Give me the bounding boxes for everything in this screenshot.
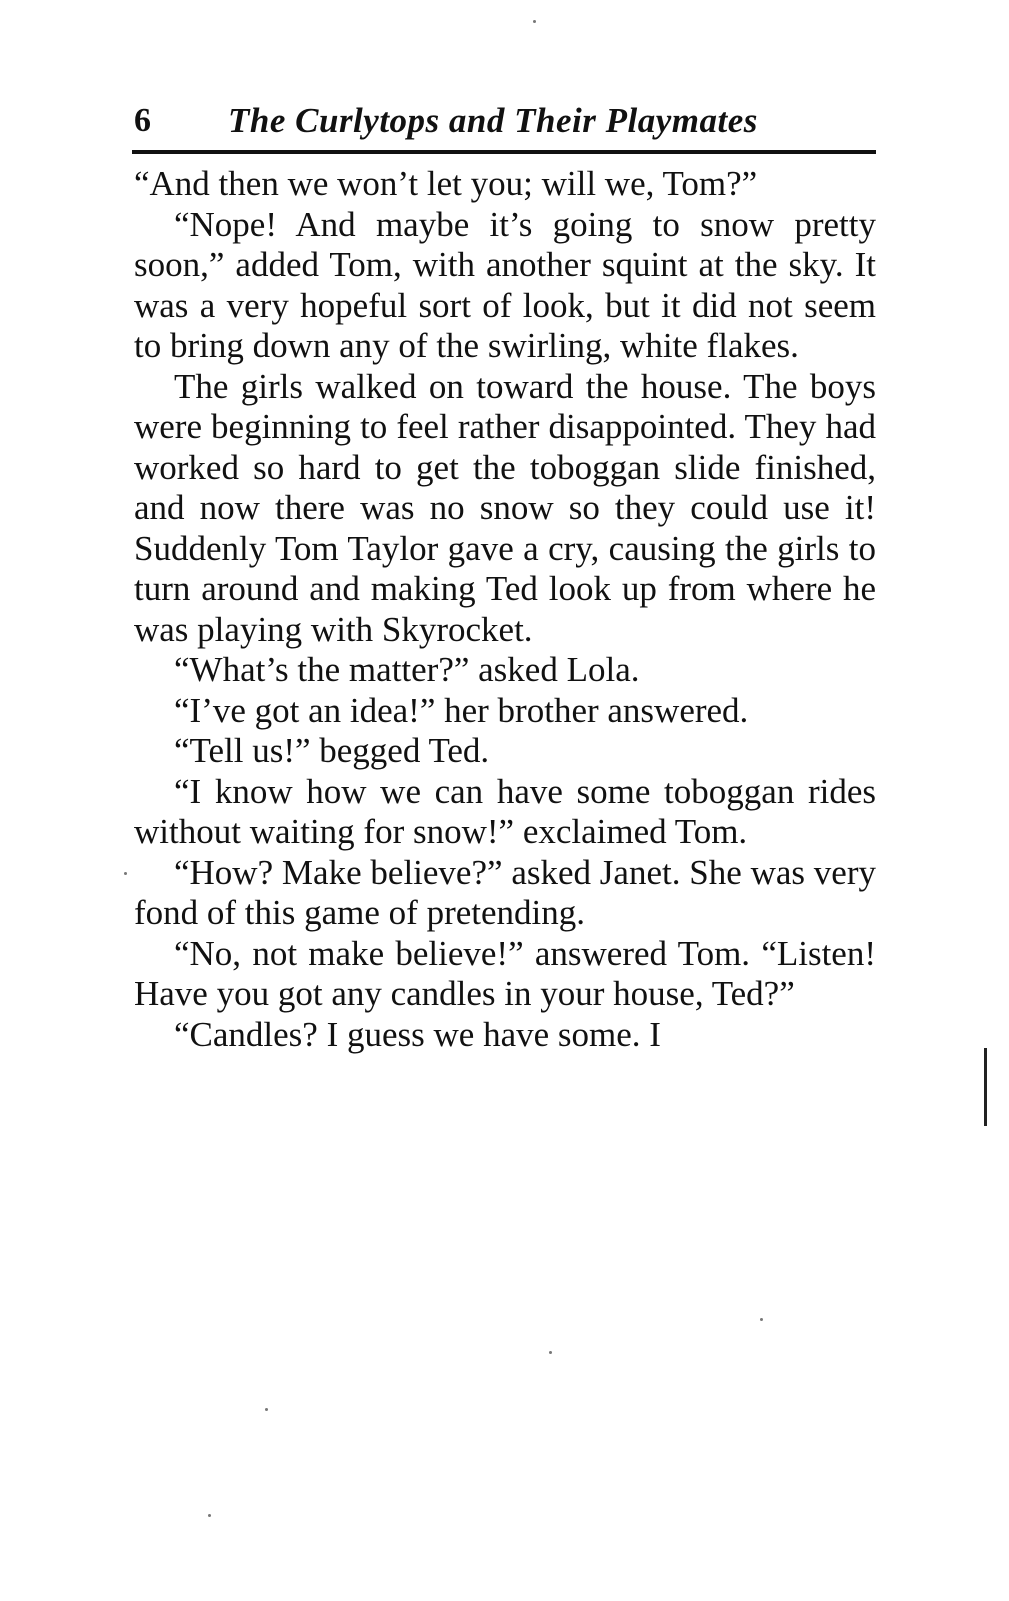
paragraph: The girls walked on toward the house. The boys were beginning to feel rather disappointed. They had worked so hard to get the toboggan slide finished, and now there was no snow so they could use it! Suddenly Tom Taylor gave a cry, causing the girls to turn around and making Ted look up from where he was playing with Skyrocket.: [134, 366, 876, 649]
scan-speck: [533, 20, 536, 23]
paragraph: “No, not make believe!” answered Tom. “Listen! Have you got any candles in your house, Ted?”: [134, 933, 876, 1013]
page-number: 6: [134, 102, 151, 139]
scan-speck: [760, 1318, 763, 1321]
paragraph: “Tell us!” begged Ted.: [174, 731, 490, 770]
paragraph: “Nope! And maybe it’s going to snow pretty soon,” added Tom, with another squint at the sky. It was a very hopeful sort of look, but it did not seem to bring down any of the swirling, white flakes.: [134, 204, 876, 365]
paragraph: “I’ve got an idea!” her brother answered.: [174, 690, 749, 730]
scan-speck: [265, 1408, 268, 1411]
paragraph: “Candles? I guess we have some. I: [174, 1014, 661, 1054]
paragraph: “I know how we can have some toboggan rides without waiting for snow!” exclaimed Tom.: [134, 771, 876, 851]
scan-speck: [208, 1514, 211, 1517]
paragraph: “What’s the matter?” asked Lola.: [174, 650, 640, 689]
paragraph: “And then we won’t let you; will we, Tom?”: [134, 164, 758, 203]
page-header: [134, 96, 876, 146]
body-text: [134, 164, 876, 1055]
paragraph: “How? Make believe?” asked Janet. She was very fond of this game of pretending.: [134, 852, 876, 932]
margin-scan-mark: [984, 1048, 987, 1126]
scan-speck: [549, 1351, 552, 1354]
running-title: The Curlytops and Their Playmates: [228, 101, 758, 140]
scan-speck: [124, 872, 127, 875]
header-rule: [132, 150, 876, 154]
